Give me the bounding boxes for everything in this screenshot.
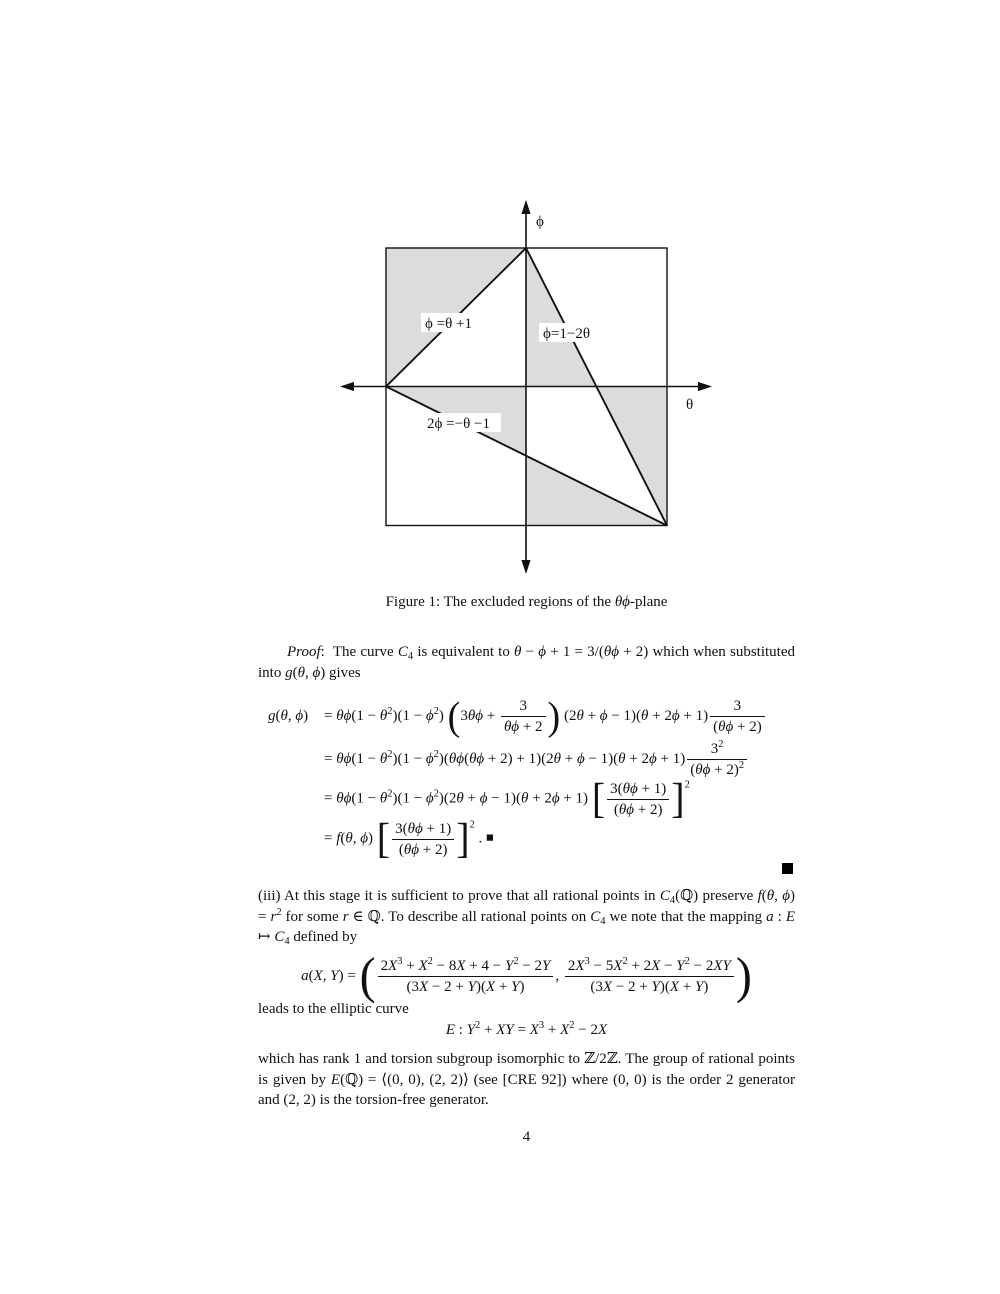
arrow-left-icon: [340, 382, 354, 391]
equation-lhs: g(θ, ϕ): [268, 708, 309, 724]
equation-rhs: = $\theta\phi(1 - \theta^2)(1 - \phi^2)(2\theta + \phi - 1)(\theta + 2\phi + 1)$ [ $\frac{3(\theta\phi + 1)}{(\theta\phi + 2)}$ ]$^2$: [324, 774, 690, 823]
figure-theta-phi-plane: [337, 195, 717, 580]
equation-rhs: = $\theta\phi(1 - \theta^2)(1 - \phi^2)(\theta\phi(\theta\phi + 2) + 1)(2\theta + \phi - 1)(\theta + 2\phi + 1)$ $\frac{3^2}{(\theta\phi + 2)^2}$: [324, 740, 749, 779]
label-phi-eq-theta-plus-1: ϕ =θ +1: [425, 316, 472, 332]
equation-rhs: = $\theta\phi(1 - \theta^2)(1 - \phi^2)$ (3θϕ + $\frac{3}{\theta\phi + 2}$ ) (2θ + ϕ − 1)(θ + 2ϕ + 1) $\frac{3}{(\theta\phi + 2)}$: [324, 697, 767, 736]
proof-intro-paragraph: Proof: The curve $C_4$ is equivalent to θ − ϕ + 1 = 3/(θϕ + 2) which when substituted into g(θ, ϕ) gives: [258, 644, 795, 681]
page-number: 4: [522, 1129, 531, 1145]
equation-rhs: = f(θ, ϕ) [ $\frac{3(\theta\phi + 1)}{(\theta\phi + 2)}$ ]$^2$ . ■: [324, 814, 494, 863]
equation-line-2: [268, 740, 798, 779]
equation-line-4: [268, 814, 798, 863]
phi-axis-label: ϕ: [536, 214, 544, 230]
arrow-right-icon: [698, 382, 712, 391]
equation-line-3: [268, 774, 798, 823]
label-2phi-eq-minus-theta-minus-1: 2ϕ =−θ −1: [427, 416, 490, 432]
equation-a-map: a(X, Y) = ( $\frac{2X^3 + X^2 - 8X + 4 - Y^2 - 2Y}{(3X - 2 + Y)(X + Y)}$ , $\frac{2X^3 - 5X^2 + 2X - Y^2 - 2XY}{(3X - 2 + Y)(X + Y)}$ ): [301, 948, 752, 1004]
proof-equation-block: [268, 693, 798, 863]
closing-paragraph: which has rank 1 and torsion subgroup isomorphic to ℤ/2ℤ. The group of rational points is given by E(ℚ) = ⟨(0, 0), (2, 2)⟩ (see [CRE 92]) where (0, 0) is the order 2 generator and (2, 2) is the torsion-free generator.: [258, 1051, 795, 1109]
equation-line-1: [268, 693, 798, 740]
qed-square: [782, 863, 793, 874]
theta-axis-label: θ: [686, 397, 694, 413]
label-phi-eq-1-minus-2theta: ϕ=1−2θ: [543, 326, 590, 342]
figure-caption: Figure 1: The excluded regions of the θϕ-plane: [385, 594, 668, 610]
arrow-down-icon: [521, 560, 530, 574]
arrow-up-icon: [521, 200, 530, 214]
equation-elliptic-curve: E : $Y^2$ + XY = $X^3 + X^2 - 2X$: [445, 1020, 608, 1038]
leads-text: leads to the elliptic curve: [258, 1001, 409, 1017]
paragraph-iii: (iii) At this stage it is sufficient to prove that all rational points in $C_4(ℚ)$ preserve f(θ, $\phi) = r^2$ for some r ∈ ℚ. To describe all rational points on $C_4$ we note that the mapping a : E ↦ $C_4$ defined by: [258, 888, 796, 948]
